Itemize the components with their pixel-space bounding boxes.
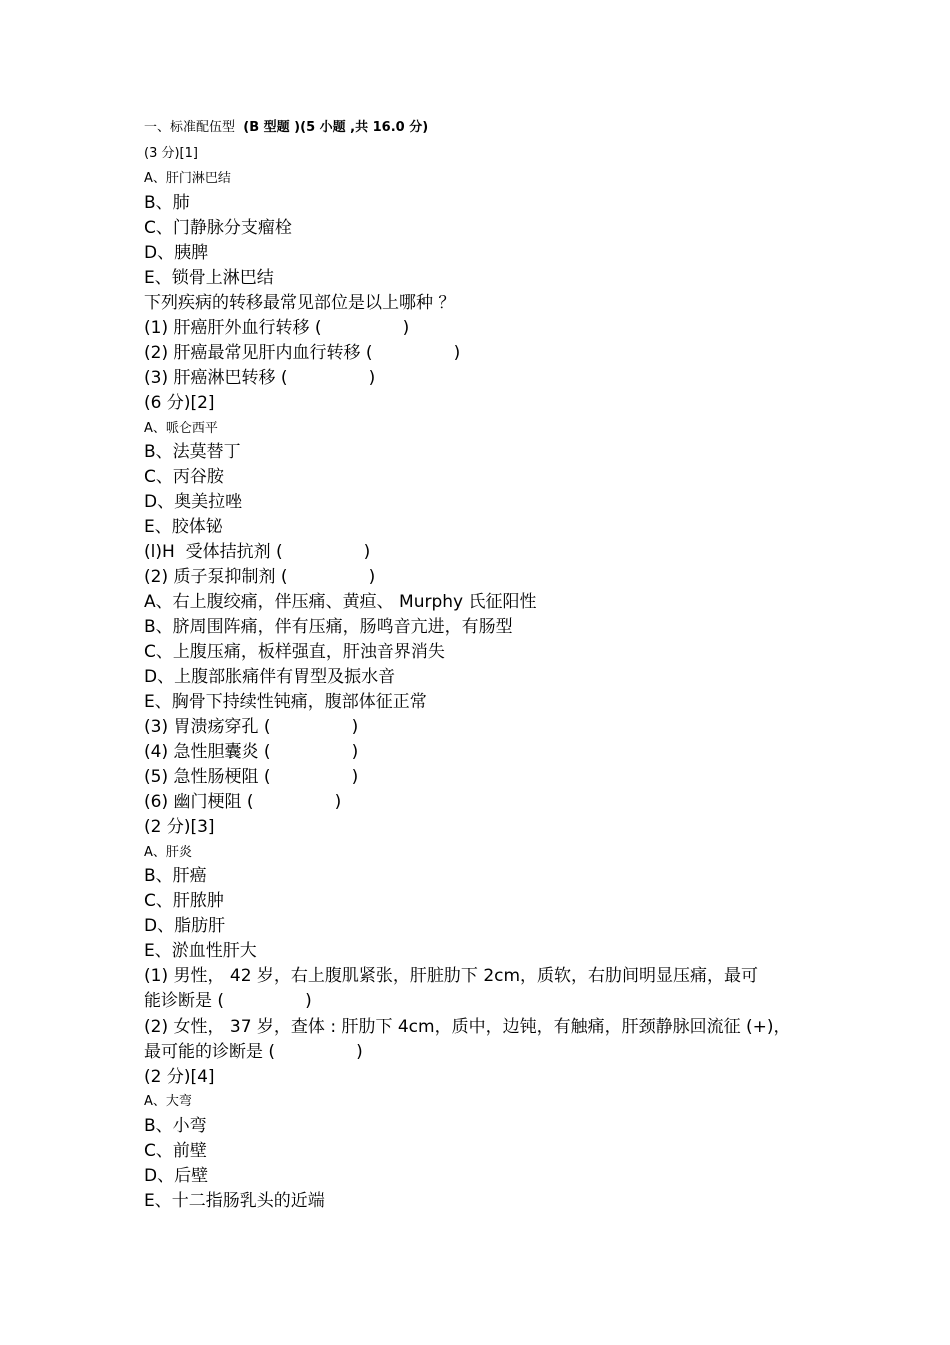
option-b: B、肺 xyxy=(144,193,190,213)
sub-question: (2) 女性， 37 岁，查体 : 肝肋下 4cm，质中，边钝，有触痛，肝颈静脉回流征 (+)， xyxy=(144,1017,791,1037)
option-b: B、法莫替丁 xyxy=(144,442,241,462)
heading-detail: (B 型题 )(5 小题 ,共 16.0 分) xyxy=(243,120,429,135)
option-e: E、胸骨下持续性钝痛，腹部体征正常 xyxy=(144,692,427,712)
option-b: B、肝癌 xyxy=(144,866,207,886)
option-e: E、淤血性肝大 xyxy=(144,941,257,961)
option-a: A、哌仑西平 xyxy=(144,421,218,436)
option-e: E、十二指肠乳头的近端 xyxy=(144,1191,325,1211)
sub-question: (1) 肝癌肝外血行转移 ( ) xyxy=(144,318,410,338)
sub-question: (l)H 受体拮抗剂 ( ) xyxy=(144,542,371,562)
sub-question: (3) 肝癌淋巴转移 ( ) xyxy=(144,368,376,388)
sub-question: (3) 胃溃疡穿孔 ( ) xyxy=(144,717,359,737)
option-c: C、前壁 xyxy=(144,1141,207,1161)
question-header-4: (2 分)[4] xyxy=(144,1067,215,1087)
section-heading xyxy=(144,121,428,134)
option-b: B、小弯 xyxy=(144,1116,207,1136)
option-a: A、大弯 xyxy=(144,1094,192,1109)
sub-question: (5) 急性肠梗阻 ( ) xyxy=(144,767,359,787)
question-header-3: (2 分)[3] xyxy=(144,817,215,837)
sub-question: (6) 幽门梗阻 ( ) xyxy=(144,792,342,812)
option-b: B、脐周围阵痛，伴有压痛，肠鸣音亢进，有肠型 xyxy=(144,617,513,637)
option-d: D、后壁 xyxy=(144,1166,209,1186)
heading-prefix: 一、标准配伍型 xyxy=(144,120,236,135)
option-a: A、右上腹绞痛，伴压痛、黄疸、 Murphy 氏征阳性 xyxy=(144,592,537,612)
question-stem: 下列疾病的转移最常见部位是以上哪种 ？ xyxy=(144,293,456,313)
option-d: D、奥美拉唑 xyxy=(144,492,243,512)
sub-question: (4) 急性胆囊炎 ( ) xyxy=(144,742,359,762)
sub-question: (2) 质子泵抑制剂 ( ) xyxy=(144,567,376,587)
sub-question: (2) 肝癌最常见肝内血行转移 ( ) xyxy=(144,343,461,363)
option-e: E、锁骨上淋巴结 xyxy=(144,268,274,288)
option-c: C、门静脉分支瘤栓 xyxy=(144,218,292,238)
option-c: C、丙谷胺 xyxy=(144,467,224,487)
option-e: E、胶体铋 xyxy=(144,517,223,537)
option-d: D、上腹部胀痛伴有胃型及振水音 xyxy=(144,667,396,687)
option-a: A、肝炎 xyxy=(144,845,192,860)
sub-question-cont: 最可能的诊断是 ( ) xyxy=(144,1042,363,1062)
sub-question-cont: 能诊断是 ( ) xyxy=(144,991,312,1011)
question-header-1: (3 分)[1] xyxy=(144,146,198,161)
option-c: C、肝脓肿 xyxy=(144,891,224,911)
option-d: D、脂肪肝 xyxy=(144,916,226,936)
question-header-2: (6 分)[2] xyxy=(144,393,215,413)
option-c: C、上腹压痛，板样强直，肝浊音界消失 xyxy=(144,642,445,662)
sub-question: (1) 男性， 42 岁，右上腹肌紧张，肝脏肋下 2cm，质软，右肋间明显压痛，最可 xyxy=(144,966,759,986)
option-d: D、胰脾 xyxy=(144,243,209,263)
option-a: A、肝门淋巴结 xyxy=(144,171,231,186)
